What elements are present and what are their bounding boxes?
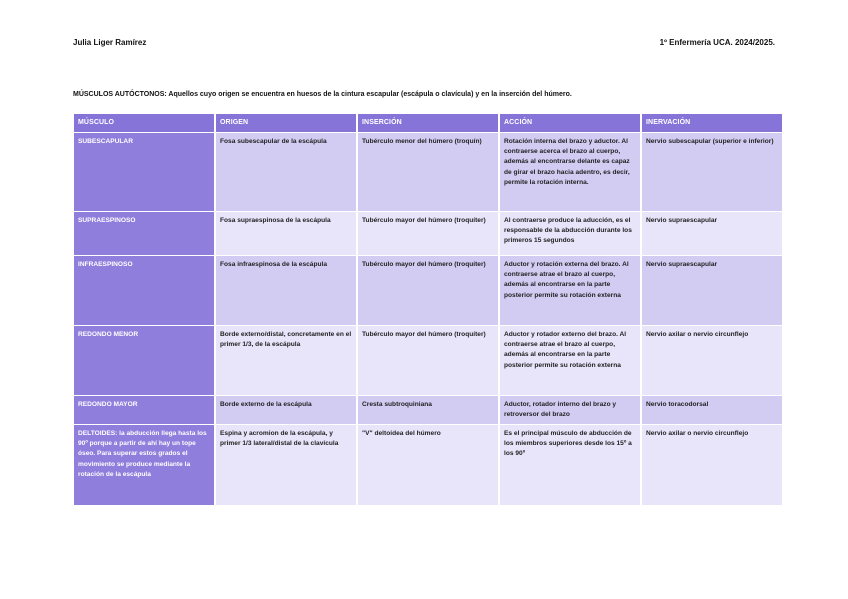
cell-origen: Fosa subescapular de la escápula [216,132,356,211]
header-origen: ORIGEN [216,114,356,132]
cell-inervacion: Nervio subescapular (superior e inferior) [642,132,782,211]
header-musculo: MÚSCULO [74,114,214,132]
cell-inervacion: Nervio supraescapular [642,211,782,255]
cell-accion: Al contraerse produce la aducción, es el responsable de la abducción durante los primeros 15 segundos [500,211,640,255]
muscles-table [72,114,784,505]
header-inervacion: INERVACIÓN [642,114,782,132]
cell-musculo: INFRAESPINOSO [74,255,214,325]
cell-accion: Aductor y rotador externo del brazo. Al contraerse atrae el brazo al cuerpo, además al encontrarse en la parte posterior permite su rotación externa [500,325,640,395]
table-row [74,325,782,395]
author-name: Julia Liger Ramírez [73,38,147,47]
cell-inervacion: Nervio supraescapular [642,255,782,325]
cell-accion: Es el principal músculo de abducción de los miembros superiores desde los 15º a los 90º [500,424,640,505]
cell-insercion: "V" deltoidea del húmero [358,424,498,505]
cell-insercion: Tubérculo mayor del húmero (troquíter) [358,211,498,255]
cell-inervacion: Nervio axilar o nervio circunflejo [642,325,782,395]
table-row [74,395,782,424]
cell-accion: Aductor y rotación externa del brazo. Al contraerse atrae el brazo al cuerpo, además al encontrarse en la parte posterior permite su rotación externa [500,255,640,325]
cell-insercion: Tubérculo mayor del húmero (troquíter) [358,325,498,395]
cell-origen: Espina y acromion de la escápula, y primer 1/3 lateral/distal de la clavícula [216,424,356,505]
cell-musculo: SUBESCAPULAR [74,132,214,211]
cell-insercion: Cresta subtroquiniana [358,395,498,424]
table-header-row [74,114,782,132]
course-label: 1º Enfermería UCA. 2024/2025. [659,38,775,47]
table-row [74,211,782,255]
cell-accion: Rotación interna del brazo y aductor. Al contraerse acerca el brazo al cuerpo, además al encontrarse delante es capaz de girar el brazo hacia adentro, es decir, permite la rotación interna. [500,132,640,211]
header-accion: ACCIÓN [500,114,640,132]
cell-insercion: Tubérculo menor del húmero (troquín) [358,132,498,211]
intro-text: MÚSCULOS AUTÓCTONOS: Aquellos cuyo origen se encuentra en huesos de la cintura escapular (escápula o clavícula) y en la inserción del húmero. [73,91,572,98]
cell-insercion: Tubérculo mayor del húmero (troquíter) [358,255,498,325]
cell-musculo: REDONDO MENOR [74,325,214,395]
cell-accion: Aductor, rotador interno del brazo y retroversor del brazo [500,395,640,424]
cell-origen: Fosa infraespinosa de la escápula [216,255,356,325]
cell-inervacion: Nervio axilar o nervio circunflejo [642,424,782,505]
table-row [74,132,782,211]
cell-origen: Fosa supraespinosa de la escápula [216,211,356,255]
table-row [74,424,782,505]
header-insercion: INSERCIÓN [358,114,498,132]
cell-origen: Borde externo de la escápula [216,395,356,424]
cell-origen: Borde externo/distal, concretamente en el primer 1/3, de la escápula [216,325,356,395]
cell-musculo: DELTOIDES: la abducción llega hasta los 90º porque a partir de ahí hay un tope óseo. Para superar estos grados el movimiento se produce mediante la rotación de la escápula [74,424,214,505]
cell-musculo: SUPRAESPINOSO [74,211,214,255]
table-row [74,255,782,325]
cell-musculo: REDONDO MAYOR [74,395,214,424]
cell-inervacion: Nervio toracodorsal [642,395,782,424]
